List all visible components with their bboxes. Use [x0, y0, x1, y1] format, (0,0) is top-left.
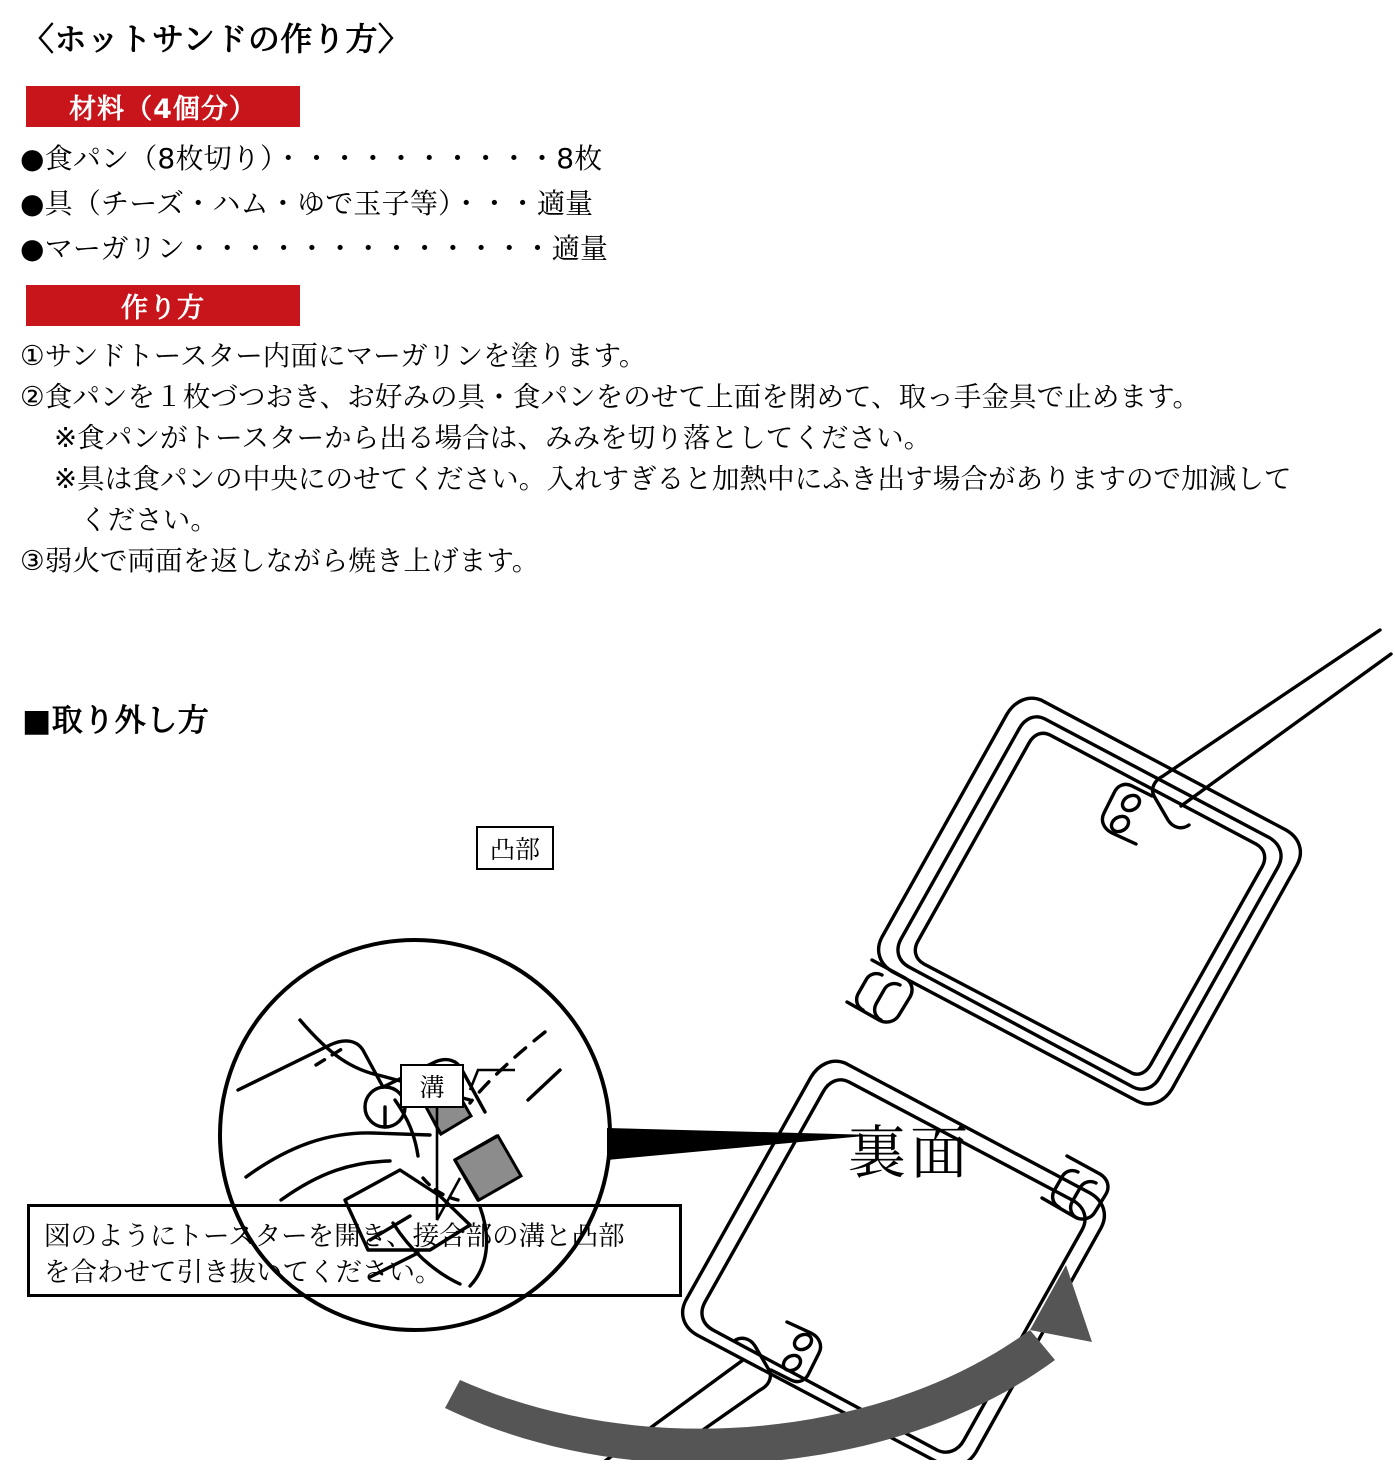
- upper-handle: [1102, 630, 1391, 844]
- list-item: ●マーガリン・・・・・・・・・・・・・適量: [20, 232, 609, 265]
- removal-note-box: [27, 1204, 682, 1297]
- removal-illustration: [0, 600, 1395, 1460]
- note-line: 図のようにトースターを開き、接合部の溝と凸部: [44, 1221, 625, 1252]
- method-list: [20, 336, 1370, 582]
- list-item: ●食パン（8枚切り）・・・・・・・・・・8枚: [20, 142, 603, 175]
- list-item: ③弱火で両面を返しながら焼き上げます。: [20, 545, 540, 577]
- callout-protrusion: 凸部: [476, 826, 554, 870]
- note-line: を合わせて引き抜いてください。: [44, 1257, 442, 1288]
- list-item: ※食パンがトースターから出る場合は、みみを切り落としてください。: [54, 422, 932, 454]
- page-title: 〈ホットサンドの作り方〉: [22, 20, 411, 58]
- ingredients-list: [20, 136, 920, 271]
- list-item: ②食パンを１枚づつおき、お好みの具・食パンをのせて上面を閉めて、取っ手金具で止めます。: [20, 381, 1201, 413]
- back-side-label: 裏面: [848, 1119, 973, 1187]
- callout-groove: 溝: [400, 1064, 464, 1108]
- leader-arrow: [607, 1128, 875, 1160]
- list-item: ●具（チーズ・ハム・ゆで玉子等）・・・適量: [20, 187, 594, 220]
- removal-section-heading: ■取り外し方: [22, 703, 210, 739]
- ingredients-heading-badge: 材料（4個分）: [26, 86, 300, 127]
- list-item: ※具は食パンの中央にのせてください。入れすぎると加熱中にふき出す場合がありますので加減して: [54, 463, 1292, 495]
- list-item: ①サンドトースター内面にマーガリンを塗ります。: [20, 340, 647, 372]
- list-item: ください。: [80, 504, 218, 536]
- method-heading-badge: 作り方: [26, 285, 300, 326]
- sandwich-toaster-diagram: [0, 600, 1395, 1460]
- upper-plate: [879, 698, 1301, 1104]
